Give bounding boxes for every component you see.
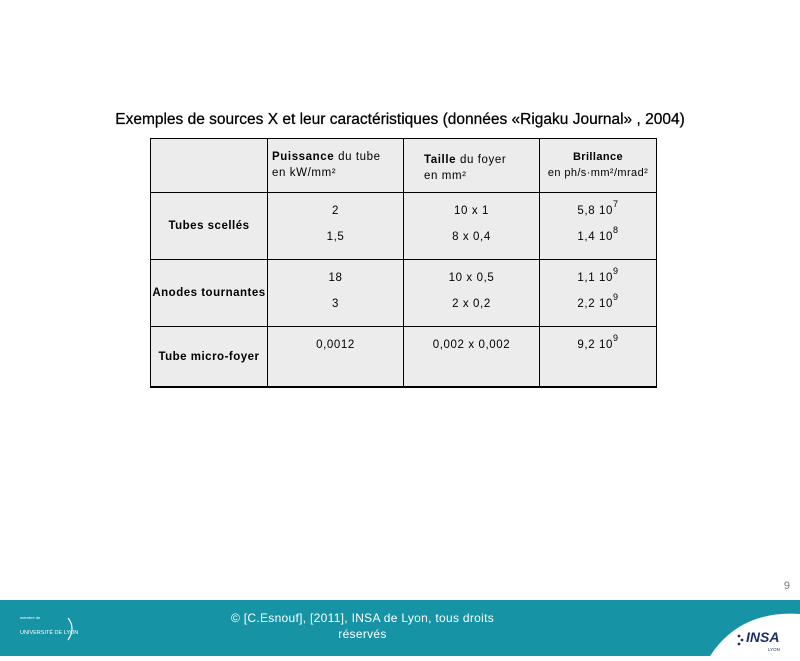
table-row: [151, 260, 657, 327]
row-label-anodes-tournantes: Anodes tournantes: [152, 287, 266, 299]
svg-text:UNIVERSITÉ DE LYON: UNIVERSITÉ DE LYON: [20, 630, 79, 636]
page-number: 9: [783, 580, 790, 592]
brillance-value: 1,1 $10^9$: [577, 266, 619, 284]
taille-value: 10 x 1: [454, 205, 489, 217]
puissance-value: 0,0012: [316, 339, 355, 351]
row-label-tube-micro-foyer: Tube micro-foyer: [158, 350, 260, 363]
table-row: [151, 193, 657, 260]
svg-text:LYON: LYON: [768, 647, 780, 652]
header-puissance: [268, 139, 404, 193]
header-empty-cell: [151, 139, 268, 193]
brillance-value: 5,8 $10^7$: [577, 199, 619, 217]
taille-value: 10 x 0,5: [448, 272, 495, 284]
sources-table: [150, 138, 657, 388]
brillance-value: 9,2 $10^9$: [577, 333, 619, 351]
header-brillance-bold: Brillance: [572, 151, 624, 163]
footer-bar: [0, 600, 800, 656]
taille-value: 0,002 x 0,002: [432, 339, 511, 351]
header-puissance-bold: Puissance: [272, 151, 335, 163]
header-taille-bold: Taille: [424, 154, 457, 166]
header-brillance-unit: en ph/s·mm²/mrad²: [547, 167, 649, 179]
taille-value: 2 x 0,2: [452, 298, 491, 310]
puissance-value: 2: [332, 205, 339, 217]
puissance-value: 1,5: [326, 231, 345, 243]
row-label-tubes-scelles: Tubes scellés: [168, 220, 250, 232]
header-taille-rest: du foyer: [456, 154, 507, 166]
table-row: [151, 327, 657, 388]
slide-title: Exemples de sources X et leur caractéristiques (données «Rigaku Journal» , 2004): [115, 111, 685, 128]
header-puissance-rest: du tube: [334, 151, 381, 163]
puissance-value: 3: [332, 298, 339, 310]
table-header-row: [151, 139, 657, 193]
header-taille-unit: en mm²: [424, 170, 467, 182]
taille-value: 8 x 0,4: [452, 231, 491, 243]
copyright-text: © [C.Esnouf], [2011], INSA de Lyon, tous droits réservés: [230, 611, 495, 641]
universite-de-lyon-logo: [18, 612, 88, 644]
insa-lyon-logo: [710, 600, 800, 656]
svg-text:membre de: membre de: [20, 615, 41, 620]
header-puissance-unit: en kW/mm²: [272, 167, 337, 179]
brillance-value: 1,4 $10^8$: [577, 225, 619, 243]
header-brillance: [540, 139, 657, 193]
header-taille: [404, 139, 540, 193]
svg-text:INSA: INSA: [746, 629, 780, 645]
puissance-value: 18: [328, 272, 343, 284]
brillance-value: 2,2 $10^9$: [577, 292, 619, 310]
